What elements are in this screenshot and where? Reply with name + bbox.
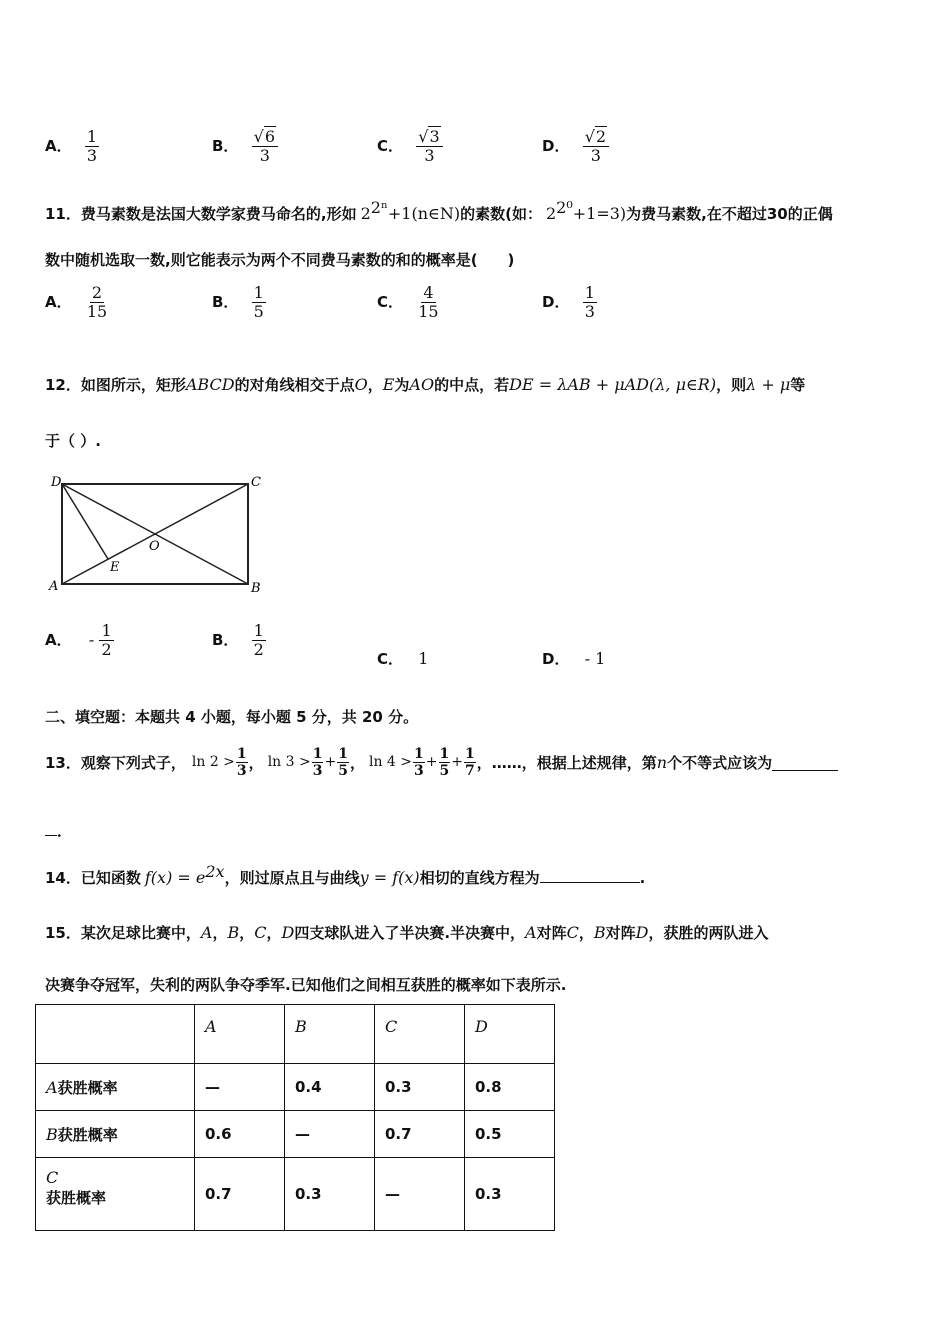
q12-line1: 12．如图所示，矩形ABCD的对角线相交于点O，E为AO的中点，若DE = λAB + μAD(λ, μ∈R)，则λ + μ等 [45,375,806,394]
table-cell: — [375,1158,465,1231]
q12-option-b[interactable]: B． $\frac{1}{2}$ [212,621,264,659]
q12-option-c[interactable]: C． 1 [377,649,429,668]
table-cell: — [195,1064,285,1111]
q12-line2: 于（ ）. [45,432,101,450]
q13-line2: ． [45,820,72,841]
label-b: B [251,581,261,596]
q13-line1: 13．观察下列式子， ln 2 > $\frac{1}{3}$ ， ln 3 > $\frac{1}{3}$ + $\frac{1}{5}$ ， ln 4 > $\frac{1}{3}$ + $\frac{1}{5}$ + $\frac{1}{7}$ ，……，根据上述规律，第 n 个不等式应该为 [45,734,838,790]
segment-de [62,484,108,559]
q10-option-b[interactable]: B． $\frac{√6}{3}$ [212,128,278,165]
table-header-cell: C [375,1005,465,1064]
q11-option-d[interactable]: D． $\frac{1}{3}$ [542,283,595,321]
table-header-cell: D [465,1005,555,1064]
q14-line: 14．已知函数 $f(x) = e^{2x}$，则过原点且与曲线y = f(x)相切的直线方程为 . [45,862,646,887]
table-cell: 0.3 [375,1064,465,1111]
table-row [36,1158,555,1231]
row-label: C 获胜概率 [36,1158,195,1231]
q11-option-c[interactable]: C． $\frac{4}{15}$ [377,283,439,321]
q14-answer-blank[interactable] [540,868,640,883]
q11-line2: 数中随机选取一数,则它能表示为两个不同费马素数的和的概率是( ) [45,251,515,269]
q12-option-d[interactable]: D． - 1 [542,649,606,668]
label-a: A [49,579,59,594]
label-c: C [251,475,261,490]
table-cell: 0.8 [465,1064,555,1111]
q12-option-a[interactable]: A． - $\frac{1}{2}$ [45,621,112,659]
row-label: B获胜概率 [36,1111,195,1158]
q13-answer-blank-cont[interactable] [45,821,57,836]
q11-line1: 11．费马素数是法国大数学家费马命名的,形如 $2^{2^n}+1(n\in N)$的素数(如： $2^{2^0}+1=3$)为费马素数,在不超过30的正偶 [45,198,833,223]
win-probability-table [35,1004,555,1231]
table-cell: 0.4 [285,1064,375,1111]
q13-answer-blank[interactable] [772,754,838,771]
q15-line1: 15．某次足球比赛中，A，B，C，D四支球队进入了半决赛.半决赛中，A对阵C，B对阵D，获胜的两队进入 [45,923,769,942]
label-e: E [110,560,120,575]
table-header-cell [36,1005,195,1064]
table-cell: 0.7 [195,1158,285,1231]
table-cell: 0.3 [285,1158,375,1231]
table-cell: 0.6 [195,1111,285,1158]
q10-option-a[interactable]: A． $\frac{1}{3}$ [45,127,98,165]
q11-option-b[interactable]: B． $\frac{1}{5}$ [212,283,264,321]
q15-line2: 决赛争夺冠军，失利的两队争夺季军.已知他们之间相互获胜的概率如下表所示. [45,976,567,994]
q10-option-d[interactable]: D． $\frac{√2}{3}$ [542,128,609,165]
table-header-cell: A [195,1005,285,1064]
table-cell: 0.3 [465,1158,555,1231]
label-o: O [149,539,160,554]
table-cell: 0.7 [375,1111,465,1158]
table-row [36,1111,555,1158]
label-d: D [51,475,62,490]
table-header-row [36,1005,555,1064]
table-header-cell: B [285,1005,375,1064]
q12-rectangle-figure [40,468,270,598]
q10-option-c[interactable]: C． $\frac{√3}{3}$ [377,128,443,165]
table-cell: 0.5 [465,1111,555,1158]
q11-option-a[interactable]: A． $\frac{2}{15}$ [45,283,108,321]
table-cell: — [285,1111,375,1158]
section-title: 二、填空题：本题共 4 小题，每小题 5 分，共 20 分。 [45,708,419,726]
table-row [36,1064,555,1111]
row-label: A获胜概率 [36,1064,195,1111]
